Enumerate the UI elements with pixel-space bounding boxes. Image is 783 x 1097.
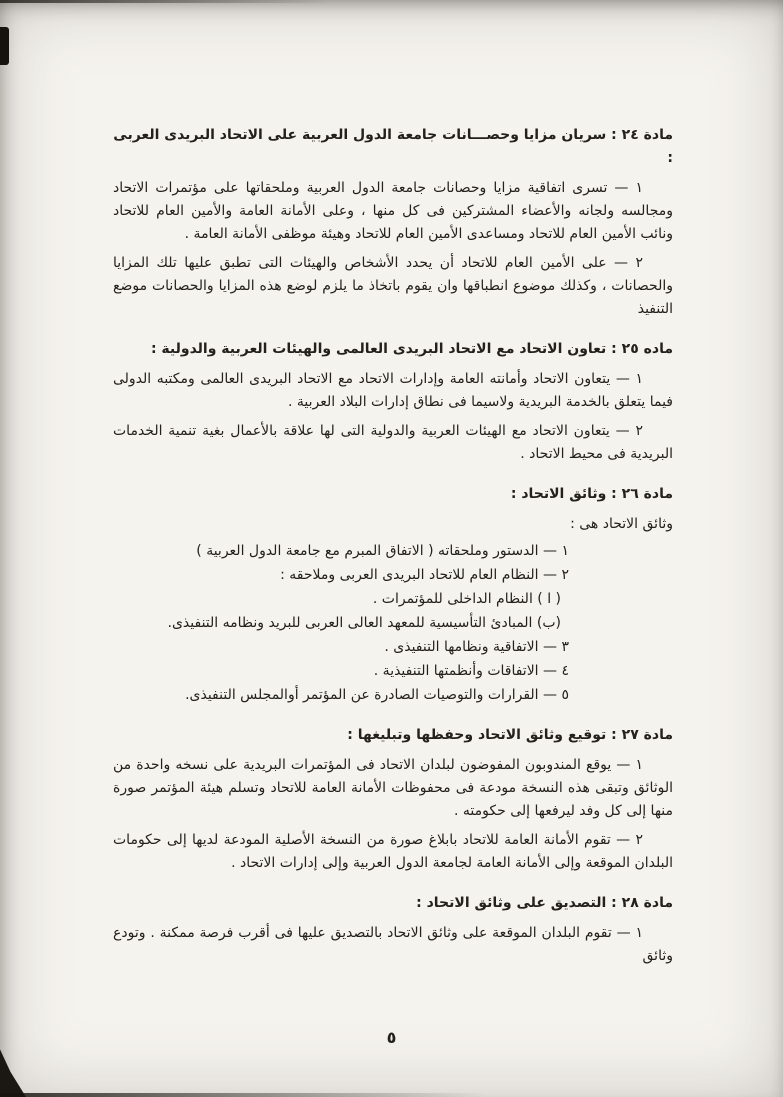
scan-mark-bottom-left	[0, 1041, 26, 1097]
scan-mark-bottom-edge	[0, 1093, 485, 1097]
list-subitem: (ب) المبادئ التأسيسية للمعهد العالى العربى للبريد ونظامه التنفيذى.	[167, 615, 561, 631]
list-item: ٤ — الاتفاقات وأنظمتها التنفيذية .	[373, 663, 569, 679]
article-heading: ماده ٢٥ : تعاون الاتحاد مع الاتحاد البريدى العالمى والهيئات العربية والدولية :	[150, 341, 673, 357]
list-item: ٢ — النظام العام للاتحاد البريدى العربى وملاحقه :	[280, 567, 569, 583]
article-heading: مادة ٢٨ : التصديق على وثائق الاتحاد :	[416, 895, 673, 911]
paragraph: ٢ — تقوم الأمانة العامة للاتحاد بابلاغ صورة من النسخة الأصلية المودعة لديها إلى حكومات البلدان الموقعة وإلى الأمانة العامة لجامعة الدول العربية وإلى إدارات الاتحاد .	[113, 832, 673, 871]
list-subitem: ( ا ) النظام الداخلى للمؤتمرات .	[372, 591, 561, 607]
page-number: ٥	[386, 1028, 397, 1047]
paragraph: ٢ — على الأمين العام للاتحاد أن يحدد الأشخاص والهيئات التى تطبق عليها تلك المزايا والحصانات ، وكذلك موضوع انطباقها وان يقوم باتخاذ ما يلزم لوضع هذه المزايا والحصانات موضع التنفيذ	[113, 255, 673, 317]
paragraph: ٢ — يتعاون الاتحاد مع الهيئات العربية والدولية التى لها علاقة بالأعمال بغية تنمية الخدمات البريدية فى محيط الاتحاد .	[113, 423, 673, 462]
scan-mark-top-left	[0, 27, 9, 65]
list-intro: وثائق الاتحاد هى :	[570, 516, 673, 532]
document-content	[113, 124, 673, 974]
paragraph: ١ — يوقع المندوبون المفوضون لبلدان الاتحاد فى المؤتمرات البريدية على نسخه واحدة من الوثائق وتبقى هذه النسخة مودعة فى محفوظات الأمانة العامة للاتحاد وتسلم هيئة المؤتمر صورة منها إلى كل وفد ليرفعها إلى حكومته .	[113, 757, 673, 819]
list-item: ١ — الدستور وملحقاته ( الاتفاق المبرم مع جامعة الدول العربية )	[196, 543, 569, 559]
scan-mark-top-edge	[0, 0, 329, 3]
list-item: ٣ — الاتفاقية ونظامها التنفيذى .	[384, 639, 569, 655]
article-heading: مادة ٢٦ : وثائق الاتحاد :	[510, 486, 673, 502]
paragraph: ١ — تقوم البلدان الموقعة على وثائق الاتحاد بالتصديق عليها فى أقرب فرصة ممكنة . وتودع وثائق	[113, 925, 673, 964]
paragraph: ١ — تسرى اتفاقية مزايا وحصانات جامعة الدول العربية وملحقاتها على مؤتمرات الاتحاد ومجالسه ولجانه والأعضاء المشتركين فى كل منها ، وعلى الأمانة العامة والأمين العام للاتحاد ونائب الأمين العام للاتحاد ومساعدى الأمين العام للاتحاد وهيئة موظفى الأمانة العامة .	[113, 180, 673, 242]
paragraph: ١ — يتعاون الاتحاد وأمانته العامة وإدارات الاتحاد مع الاتحاد البريدى العالمى ومكتبه الدولى فيما يتعلق بالخدمة البريدية ولاسيما فى نطاق إدارات البلاد العربية .	[113, 371, 673, 410]
article-heading: مادة ٢٧ : توقيع وثائق الاتحاد وحفظها وتبليغها :	[347, 727, 673, 743]
article-heading: مادة ٢٤ : سريان مزايا وحصـــانات جامعة الدول العربية على الاتحاد البريدى العربى :	[113, 127, 673, 166]
list-item: ٥ — القرارات والتوصيات الصادرة عن المؤتمر أوالمجلس التنفيذى.	[185, 687, 569, 703]
